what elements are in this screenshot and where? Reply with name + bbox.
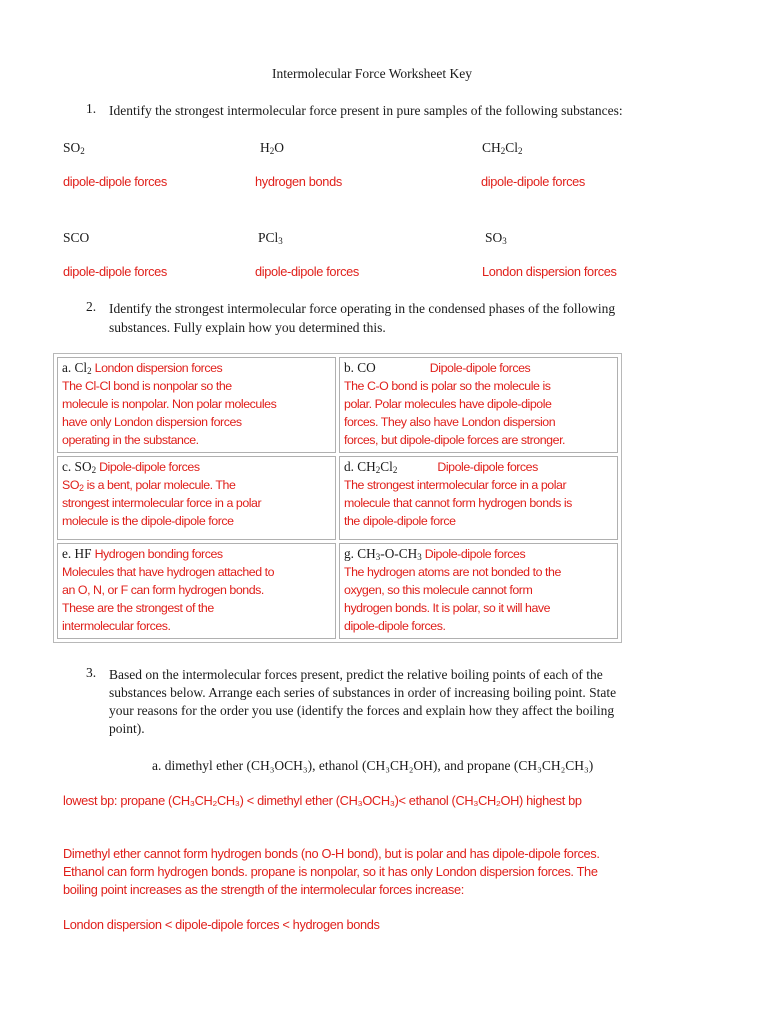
q3-text-line3: your reasons for the order you use (identify the forces and explain how they affect the boiling: [109, 703, 615, 718]
q1-formula-h2o: $H_2O$: [260, 140, 284, 156]
q1-text: Identify the strongest intermolecular force present in pure samples of the following substances:: [109, 103, 623, 118]
q2-number: 2.: [86, 299, 97, 314]
q1-answer-so3: London dispersion forces: [482, 264, 617, 279]
q1-answer-pcl3: dipole-dipole forces: [255, 264, 359, 279]
q1-formula-sco: SCO: [63, 230, 90, 245]
q3-explanation-line1: Dimethyl ether cannot form hydrogen bonds (no O-H bond), but is polar and has dipole-dipole forces.: [63, 846, 600, 861]
q2-text-line2: substances. Fully explain how you determined this.: [109, 320, 386, 335]
q2-cell-a: a. $Cl_2$ London dispersion forces The Cl-Cl bond is nonpolar so the molecule is nonpolar. Non polar molecules have only London dispersion forces operating in the substance.: [57, 357, 336, 453]
q3-number: 3.: [86, 665, 97, 680]
q2-text-line1: Identify the strongest intermolecular force operating in the condensed phases of the following: [109, 301, 616, 316]
q2-cell-b: b. CO Dipole-dipole forces The C-O bond is polar so the molecule is polar. Polar molecules have dipole-dipole forces. They also have London dispersion forces, but dipole-dipole forces are stronger.: [339, 357, 618, 453]
q1-formula-so2: $SO_2$: [63, 140, 85, 156]
q3-boiling-order: lowest bp: propane (CH₃CH₂CH₃) < dimethyl ether (CH₃OCH₃)< ethanol (CH₃CH₂OH) highest bp: [63, 793, 582, 808]
q2-cell-c: c. $SO_2$ Dipole-dipole forces $SO_2$ is a bent, polar molecule. The strongest intermolecular force in a polar molecule is the dipole-dipole force: [57, 456, 336, 540]
q1-answer-h2o: hydrogen bonds: [255, 174, 342, 189]
q1-answer-ch2cl2: dipole-dipole forces: [481, 174, 585, 189]
page-title: Intermolecular Force Worksheet Key: [272, 66, 472, 81]
q2-cell-d: d. $CH_2Cl_2$ Dipole-dipole forces The strongest intermolecular force in a polar molecule that cannot form hydrogen bonds is the dipole-dipole force: [339, 456, 618, 540]
q2-cell-d-force: Dipole-dipole forces: [437, 460, 538, 474]
q3-explanation-line3: boiling point increases as the strength of the intermolecular forces increase:: [63, 882, 464, 897]
q3-text-line1: Based on the intermolecular forces present, predict the relative boiling points of each of the: [109, 667, 603, 682]
q1-formula-ch2cl2: $CH_2Cl_2$: [482, 140, 523, 156]
q3-explanation-line2: Ethanol can form hydrogen bonds. propane is nonpolar, so it has only London dispersion forces. The: [63, 864, 598, 879]
q1-answer-sco: dipole-dipole forces: [63, 264, 167, 279]
q2-cell-c-force: Dipole-dipole forces: [99, 460, 200, 474]
q3-text-line4: point).: [109, 721, 145, 736]
q2-cell-g-force: Dipole-dipole forces: [424, 547, 526, 561]
q3-force-summary: London dispersion < dipole-dipole forces < hydrogen bonds: [63, 917, 380, 932]
q1-formula-pcl3: PCl$_3$: [258, 230, 283, 246]
q1-answer-so2: dipole-dipole forces: [63, 174, 167, 189]
q1-formula-so3: $SO_3$: [485, 230, 507, 246]
q3-text-line2: substances below. Arrange each series of substances in order of increasing boiling point. State: [109, 685, 617, 700]
q2-cell-e: e. HF Hydrogen bonding forces Molecules that have hydrogen attached to an O, N, or F can form hydrogen bonds. These are the strongest of the intermolecular forces.: [57, 543, 336, 639]
q3-part-a: a. dimethyl ether (CH₃OCH₃), ethanol (CH₃CH₂OH), and propane (CH₃CH₂CH₃): [152, 758, 594, 773]
q1-number: 1.: [86, 101, 97, 116]
q2-cell-b-force: Dipole-dipole forces: [429, 361, 531, 375]
q2-cell-e-force: Hydrogen bonding forces: [94, 547, 223, 561]
q2-answer-table: [53, 353, 622, 643]
q2-cell-g: g. $CH_3-O-CH_3$ Dipole-dipole forces The hydrogen atoms are not bonded to the oxygen, so this molecule cannot form hydrogen bonds. It is polar, so it will have dipole-dipole forces.: [339, 543, 618, 639]
q2-cell-a-force: London dispersion forces: [94, 361, 223, 375]
